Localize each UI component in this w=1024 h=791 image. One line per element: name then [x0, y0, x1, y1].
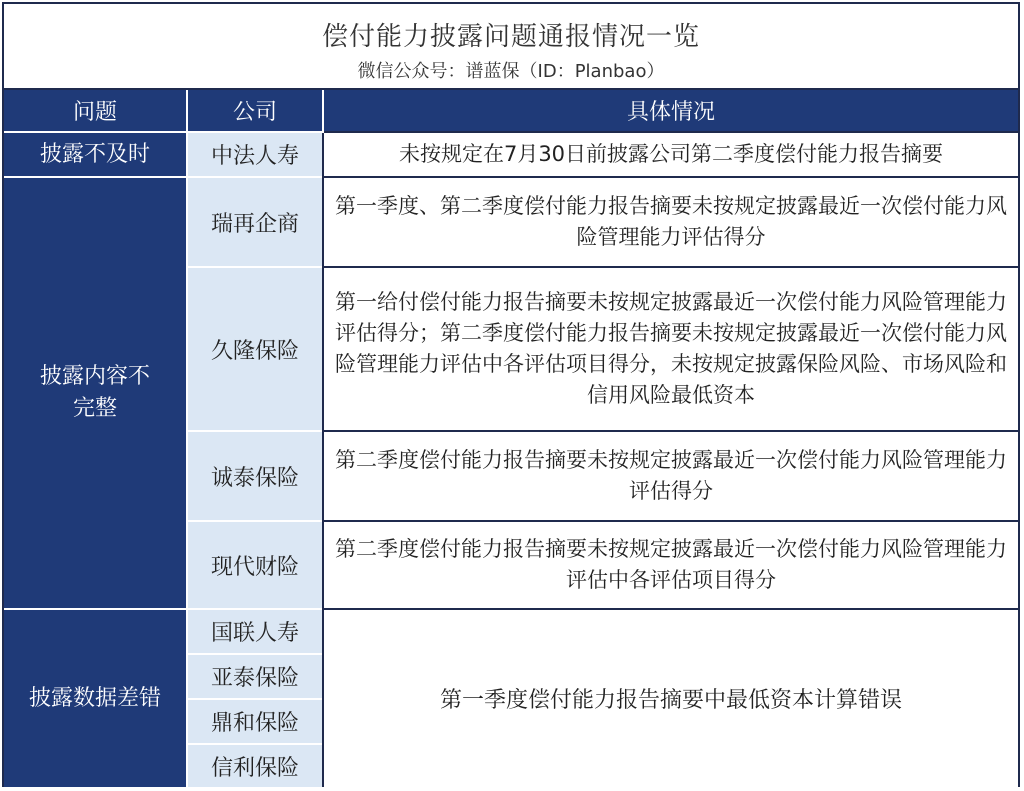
disclosure-table	[4, 90, 1018, 787]
detail-cell: 第二季度偿付能力报告摘要未按规定披露最近一次偿付能力风险管理能力评估得分	[323, 431, 1018, 521]
header-company: 公司	[187, 90, 323, 132]
issue-cell	[4, 177, 187, 609]
company-cell: 信利保险	[187, 744, 323, 787]
issue-cell: 披露数据差错	[4, 609, 187, 787]
company-cell: 诚泰保险	[187, 431, 323, 521]
table-row	[4, 177, 1018, 267]
page-subtitle: 微信公众号：谱蓝保（ID：Planbao）	[357, 61, 665, 82]
company-cell: 国联人寿	[187, 609, 323, 654]
detail-cell: 第一季度偿付能力报告摘要中最低资本计算错误	[323, 609, 1018, 787]
issue-cell: 披露不及时	[4, 132, 187, 177]
company-cell: 现代财险	[187, 521, 323, 609]
header-detail: 具体情况	[323, 90, 1018, 132]
detail-cell: 第一季度、第二季度偿付能力报告摘要未按规定披露最近一次偿付能力风险管理能力评估得分	[323, 177, 1018, 267]
title-block	[4, 4, 1018, 90]
company-cell: 久隆保险	[187, 267, 323, 431]
page-title: 偿付能力披露问题通报情况一览	[321, 22, 700, 52]
detail-cell: 第一给付偿付能力报告摘要未按规定披露最近一次偿付能力风险管理能力评估得分；第二季度偿付能力报告摘要未按规定披露最近一次偿付能力风险管理能力评估中各评估项目得分，未按规定披露保险风险、市场风险和信用风险最低资本	[323, 267, 1018, 431]
issue-label: 披露内容不完整	[39, 364, 150, 421]
company-cell: 瑞再企商	[187, 177, 323, 267]
report-frame	[2, 2, 1020, 787]
detail-cell: 第二季度偿付能力报告摘要未按规定披露最近一次偿付能力风险管理能力评估中各评估项目得分	[323, 521, 1018, 609]
company-cell: 中法人寿	[187, 132, 323, 177]
table-row	[4, 132, 1018, 177]
detail-cell: 未按规定在7月30日前披露公司第二季度偿付能力报告摘要	[323, 132, 1018, 177]
header-issue: 问题	[4, 90, 187, 132]
table-header-row	[4, 90, 1018, 132]
company-cell: 亚泰保险	[187, 654, 323, 699]
company-cell: 鼎和保险	[187, 699, 323, 744]
table-row	[4, 609, 1018, 654]
